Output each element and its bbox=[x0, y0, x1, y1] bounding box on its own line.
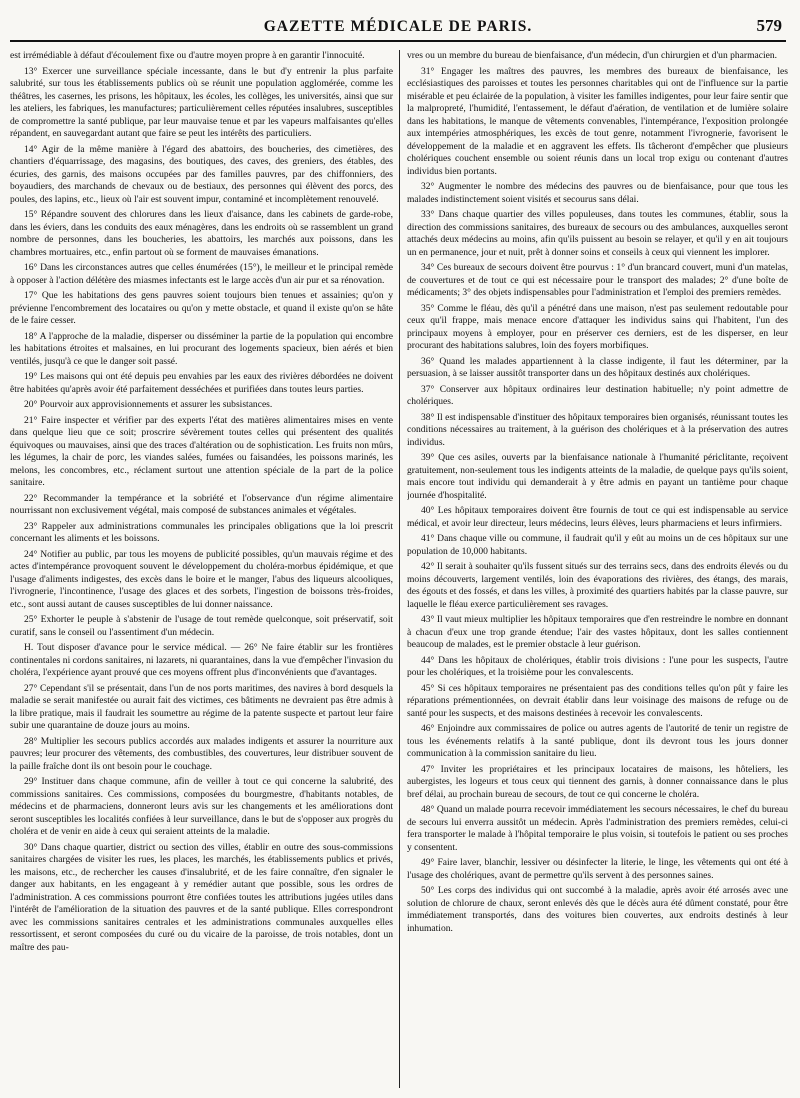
article-28: 28° Multiplier les secours publics accordés aux malades indigents et assurer la nourriture aux pauvres; leur procurer des vêtements, des combustibles, des couvertures, leur distribuer souvent de la paille fraîche dont ils ont besoin pour le couchage. bbox=[10, 735, 393, 772]
paragraph-continuation: vres ou un membre du bureau de bienfaisance, d'un médecin, d'un chirurgien et d'un pharmacien. bbox=[407, 50, 778, 61]
article-31: 31° Engager les maîtres des pauvres, les membres des bureaux de bienfaisance, les ecclésiastiques des paroisses et toutes les personnes charitables qui ont de l'influence sur la partie misérable et peu éclairée de la population, à visiter les familles indigentes, pour leur faire sentir que la malpropreté, l'humidité, l'entassement, le défaut d'aération, de ventilation et de lumière solaire dans les habitations, le manque de vêtements convenables, l'intempérance, l'exposition prolongée aux intempéries atmosphériques, les excès de tout genre, notamment l'ivrognerie, favorisent le développement de la maladie et en aggravent les effets. Ils tâcheront d'empêcher que plusieurs cholériques couchent ensemble ou soient réunis dans un local trop exigu ou contenant d'autres individus bien portants. bbox=[407, 65, 788, 177]
article-34: 34° Ces bureaux de secours doivent être pourvus : 1° d'un brancard couvert, muni d'un matelas, de couvertures et de tout ce qui est nécessaire pour le transport des malades; 2° d'une boîte de médicaments; 3° des objets indispensables pour l'administration et l'emploi des premiers remèdes. bbox=[407, 262, 788, 298]
article-16: 16° Dans les circonstances autres que celles énumérées (15°), le meilleur et le principal remède à opposer à l'action délétère des miasmes infectants est le large accès d'un air pur et sa rénovation. bbox=[10, 262, 393, 286]
page-header bbox=[10, 10, 786, 42]
article-37: 37° Conserver aux hôpitaux ordinaires leur destination habituelle; n'y point admettre de cholériques. bbox=[407, 383, 788, 407]
article-24: 24° Notifier au public, par tous les moyens de publicité possibles, qu'un mauvais régime et des actes d'intempérance provoquent souvent le développement du choléra-morbus épidémique, et que l'usage d'aliments indigestes, des excès dans le boire et le manger, l'abus des liqueurs alcooliques, l'ivrognerie, l'incontinence, l'usage des glaces et des sorbets, l'ingestion de boissons très-froides, etc., sont aussi autant de causes susceptibles de lui donner naissance. bbox=[10, 548, 393, 610]
article-22: 22° Recommander la tempérance et la sobriété et l'observance d'un régime alimentaire nourrissant non exclusivement végétal, mais composé de substances animales et végétales. bbox=[10, 492, 393, 516]
article-17: 17° Que les habitations des gens pauvres soient toujours bien tenues et assainies; qu'on y prévienne l'encombrement des locataires ou qu'on y mette obstacle, et quand il existe qu'on se hâte de le faire cesser. bbox=[10, 290, 393, 326]
article-33: 33° Dans chaque quartier des villes populeuses, dans toutes les communes, établir, sous la direction des commissions sanitaires, des bureaux de secours ou des ambulances, auxquelles seront attachés deux médecins au moins, afin qu'ils puissent au besoin se relayer, et qu'il y en ait toujours un en permanence, jour et nuit, prêt à donner soins et conseils à ceux qui viennent les implorer. bbox=[407, 209, 788, 258]
article-47: 47° Inviter les propriétaires et les principaux locataires de maisons, les hôteliers, les aubergistes, les logeurs et tous ceux qui tiennent des garnis, à donner connaissance dans le plus bref délai, au prochain bureau de secours, de tout ce qui concerne le choléra. bbox=[407, 763, 788, 800]
article-36: 36° Quand les malades appartiennent à la classe indigente, il faut les déterminer, par la persuasion, à se laisser aussitôt transporter dans un des hôpitaux destinés aux cholériques. bbox=[407, 355, 788, 379]
article-49: 49° Faire laver, blanchir, lessiver ou désinfecter la literie, le linge, les vêtements qui ont été à l'usage des cholériques, avant de permettre qu'ils servent à des personnes saines. bbox=[407, 857, 788, 881]
article-43: 43° Il vaut mieux multiplier les hôpitaux temporaires que d'en restreindre le nombre en donnant à chacun d'eux une trop grande étendue; l'air des vastes hôpitaux, dont les salles contiennent beaucoup de malades, est le premier obstacle à leur guérison. bbox=[407, 614, 788, 650]
article-35: 35° Comme le fléau, dès qu'il a pénétré dans une maison, n'est pas seulement redoutable pour ceux qu'il frappe, mais menace encore d'attaquer les individus sains qui l'habitent, l'un des principaux moyens à employer, pour en préserver ces derniers, est de les disperser, en leur procurant des habitations salubres, loin des foyers morbifiques. bbox=[407, 302, 788, 351]
article-50: 50° Les corps des individus qui ont succombé à la maladie, après avoir été arrosés avec une solution de chlorure de chaux, seront enlevés dès que le décès aura été dûment constaté, pour être immédiatement transportés, dans des voitures bien couvertes, aux endroits destinés à leur inhumation. bbox=[407, 885, 788, 934]
article-40: 40° Les hôpitaux temporaires doivent être fournis de tout ce qui est indispensable au service médical, et avoir leur directeur, leurs médecins, leurs élèves, leurs pharmaciens et leurs infirmiers. bbox=[407, 505, 788, 529]
journal-title: GAZETTE MÉDICALE DE PARIS. bbox=[263, 18, 533, 35]
article-46: 46° Enjoindre aux commissaires de police ou autres agents de l'autorité de tenir un registre de tous les événements relatifs à la santé publique, dont ils devront tous les jours donner communication à la commission sanitaire du lieu. bbox=[407, 723, 788, 759]
article-44: 44° Dans les hôpitaux de cholériques, établir trois divisions : l'une pour les suspects, l'autre pour les cholériques, et la troisième pour les convalescents. bbox=[407, 654, 788, 678]
article-18: 18° A l'approche de la maladie, disperser ou disséminer la partie de la population qui encombre les habitations étroites et malsaines, en lui procurant des logements spacieux, bien aérés et bien ventilés, jusqu'à ce que le danger soit passé. bbox=[10, 330, 393, 367]
article-13: 13° Exercer une surveillance spéciale incessante, dans le but d'y entrenir la plus parfaite salubrité, sur tous les établissements publics où se réunit une population agglomérée, comme les théâtres, les casernes, les prisons, les hôpitaux, les écoles, les collèges, les universités, ainsi que sur les ateliers, les fabriques, les manufactures; particulièrement celles réputées insalubres, susceptibles de compromettre la santé publique, par leur mauvaise tenue et par les vapeurs malfaisantes qu'elles répandent, en sauvegardant autant que faire se peut les intérêts des particuliers. bbox=[10, 65, 393, 139]
right-column bbox=[407, 50, 788, 1090]
article-48: 48° Quand un malade pourra recevoir immédiatement les secours nécessaires, le chef du bureau de secours lui enverra aussitôt un médecin. Après l'administration des premiers remèdes, celui-ci fera transporter le malade à l'hôpital temporaire le plus voisin, si toutefois le patient ou ses proches y consentent. bbox=[407, 804, 788, 853]
article-39: 39° Que ces asiles, ouverts par la bienfaisance nationale à l'humanité périclitante, reçoivent gratuitement, non-seulement tous les indigents atteints de la maladie, de quelque pays qu'ils soient, mais encore tout individu qui demanderait à y être admis en payant un tantième pour chaque journée d'hospitalité. bbox=[407, 452, 788, 501]
section-h-article-26: H. Tout disposer d'avance pour le service médical. — 26° Ne faire établir sur les frontières continentales ni cordons sanitaires, ni lazarets, ni quarantaines, dans la vue d'empêcher l'invasion du choléra, l'expérience ayant prouvé que ces moyens offrent plus d'inconvénients que d'avantages. bbox=[10, 642, 393, 678]
article-20: 20° Pourvoir aux approvisionnements et assurer les subsistances. bbox=[24, 399, 273, 410]
article-23: 23° Rappeler aux administrations communales les principales obligations que la loi prescrit concernant les aliments et les boissons. bbox=[10, 520, 393, 544]
article-41: 41° Dans chaque ville ou commune, il faudrait qu'il y eût au moins un de ces hôpitaux sur une population de 10,000 habitants. bbox=[407, 533, 788, 557]
article-32: 32° Augmenter le nombre des médecins des pauvres ou de bienfaisance, pour que tous les malades indistinctement soient visités et secourus sans délai. bbox=[407, 181, 788, 205]
left-column bbox=[10, 50, 393, 1090]
column-divider bbox=[399, 50, 400, 1088]
article-42: 42° Il serait à souhaiter qu'ils fussent situés sur des terrains secs, dans des endroits élevés ou du moins découverts, largement ventilés, loin des évaporations des rivières, des étangs, des marais, des égouts et des fossés, et dans les villes, à proximité des quartiers habités par la classe pauvre, sur laquelle le fléau exerce particulièrement ses ravages. bbox=[407, 561, 788, 610]
article-14: 14° Agir de la même manière à l'égard des abattoirs, des boucheries, des cimetières, des chantiers d'équarrissage, des magasins, des boutiques, des caves, des greniers, des étables, des écuries, des garnis, des maisons occupées par des familles pauvres, par des chiffonniers, des boyaudiers, des marchands de chevaux ou de bestiaux, des personnes qui élèvent des porcs, des poules, des lapins, etc., lieux où l'air est souvent impur, contaminé et incomplètement renouvelé. bbox=[10, 143, 393, 205]
article-19: 19° Les maisons qui ont été depuis peu envahies par les eaux des rivières débordées ne doivent être habitées qu'après avoir été parfaitement desséchées et purifiées dans toutes leurs parties. bbox=[10, 371, 393, 395]
article-45: 45° Si ces hôpitaux temporaires ne présentaient pas des conditions telles qu'on pût y faire les réparations prémentionnées, on devrait établir dans leur voisinage des maisons de refuge ou de santé pour les suspects, et des maisons destinées à recevoir les convalescents. bbox=[407, 682, 788, 719]
article-21: 21° Faire inspecter et vérifier par des experts l'état des matières alimentaires mises en vente dans quelque lieu que ce soit; proscrire sévèrement toutes celles qui présentent des qualités équivoques ou mauvaises, ainsi que des traces d'altération ou de sophistication. Les fruits non mûrs, les légumes, la chair de porc, les viandes salées, fumées ou faisandées, les poissons marinés, les melons, les concombres, etc., réclament surtout une attention spéciale de la part de la police sanitaire. bbox=[10, 414, 393, 488]
page-number: 579 bbox=[756, 16, 782, 35]
article-15: 15° Répandre souvent des chlorures dans les lieux d'aisance, dans les cabinets de garde-robe, dans les éviers, dans les conduits des eaux ménagères, dans les endroits où se rassemblent un grand nombre de personnes, dans les boucheries, les abattoirs, les marchés aux poissons, dans les chambres mortuaires, etc., enfin partout où se forment de mauvaises émanations. bbox=[10, 209, 393, 258]
article-29: 29° Instituer dans chaque commune, afin de veiller à tout ce qui concerne la salubrité, des commissions sanitaires. Ces commissions, composées du bourgmestre, d'habitants notables, de médecins et de pharmaciens, donneront leurs avis sur les changements et les améliorations dont seront susceptibles les localités confiées à leur surveillance, dans le but de s'opposer aux progrès du choléra et de venir en aide à ceux qui seraient atteints de la maladie. bbox=[10, 776, 393, 837]
article-38: 38° Il est indispensable d'instituer des hôpitaux temporaires bien organisés, réunissant toutes les conditions nécessaires au traitement, à la guérison des cholériques et à la préservation des autres individus. bbox=[407, 411, 788, 448]
article-27: 27° Cependant s'il se présentait, dans l'un de nos ports maritimes, des navires à bord desquels la maladie se serait manifestée ou aurait fait des victimes, ces bâtiments ne devraient pas être admis à la libre pratique, mais il faudrait les soumettre au régime de la patente suspecte et partout leur faire subir une quarantaine de douze jours au moins. bbox=[10, 682, 393, 731]
article-25: 25° Exhorter le peuple à s'abstenir de l'usage de tout remède quelconque, soit préservatif, soit curatif, sans le conseil ou l'assentiment d'un médecin. bbox=[10, 614, 393, 638]
article-30: 30° Dans chaque quartier, district ou section des villes, établir en outre des sous-commissions sanitaires chargées de visiter les rues, les places, les marchés, les établissements publics et privés, les maisons, etc., de rechercher les causes d'insalubrité, et de les faire connaître, d'en signaler le danger aux habitants, en les engageant à y remédier autant que possible, sous les ordres de l'administration. A ces commissions pourront être confiées toutes les attributions jugées utiles dans l'intérêt de l'amélioration de la situation des pauvres et de la santé publique. Elles correspondront avec les commissions sanitaires centrales et les administrations communales auxquelles elles ressortissent, et seront composées du curé ou du vicaire de la paroisse, de trois notables, dont un maître des pau- bbox=[10, 841, 393, 953]
paragraph-continuation: est irrémédiable à défaut d'écoulement fixe ou d'autre moyen propre à en garantir l'innocuité. bbox=[10, 50, 365, 61]
